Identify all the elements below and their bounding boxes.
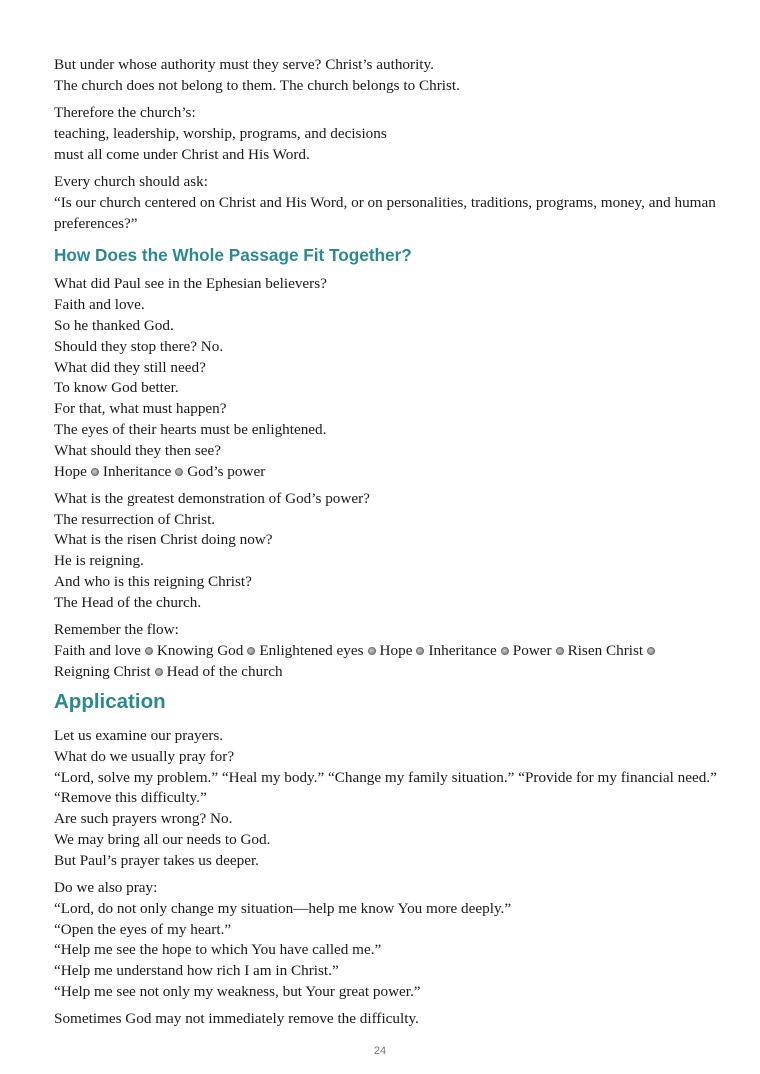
bullet-dot-icon bbox=[175, 468, 183, 476]
text-line: Faith and love. bbox=[54, 296, 145, 314]
text-line: “Help me understand how rich I am in Christ.” bbox=[54, 962, 339, 980]
bullet-dot-icon bbox=[247, 647, 255, 655]
text-line: What should they then see? bbox=[54, 441, 222, 459]
text-line: The Head of the church. bbox=[54, 593, 202, 611]
flow-item: Inheritance bbox=[428, 641, 497, 659]
flow-item: Knowing God bbox=[156, 641, 244, 659]
text-line: What is the greatest demonstration of God’s power? bbox=[54, 489, 370, 507]
bullet-dot-icon bbox=[416, 647, 424, 655]
text-line: Are such prayers wrong? No. bbox=[54, 810, 233, 828]
passage-paragraph-2 bbox=[54, 489, 720, 614]
intro-paragraph-authority bbox=[54, 55, 720, 97]
text-line: Therefore the church’s: bbox=[54, 104, 196, 122]
bullet-dot-icon bbox=[155, 668, 163, 676]
bullet-dot-icon bbox=[556, 647, 564, 655]
passage-paragraph-1 bbox=[54, 274, 720, 482]
text-line: To know God better. bbox=[54, 379, 179, 397]
application-paragraph-1 bbox=[54, 726, 720, 872]
text-line: The church does not belong to them. The church belongs to Christ. bbox=[54, 76, 460, 94]
bullet-dot-icon bbox=[91, 468, 99, 476]
text-line: “Help me see the hope to which You have called me.” bbox=[54, 941, 382, 959]
application-paragraph-2 bbox=[54, 878, 720, 1003]
text-line: What did they still need? bbox=[54, 358, 206, 376]
text-line: “Lord, do not only change my situation—help me know You more deeply.” bbox=[54, 899, 512, 917]
application-closing bbox=[54, 1009, 720, 1030]
flow-item: Head of the church bbox=[166, 662, 283, 680]
text-line: What did Paul see in the Ephesian believers? bbox=[54, 275, 327, 293]
text-line: For that, what must happen? bbox=[54, 400, 227, 418]
flow-item: Reigning Christ bbox=[54, 662, 151, 680]
passage-flow-paragraph bbox=[54, 620, 720, 682]
text-line: must all come under Christ and His Word. bbox=[54, 145, 310, 163]
text-line: He is reigning. bbox=[54, 552, 144, 570]
text-line: But Paul’s prayer takes us deeper. bbox=[54, 851, 259, 869]
text-line: “Open the eyes of my heart.” bbox=[54, 920, 232, 938]
text-line: And who is this reigning Christ? bbox=[54, 573, 252, 591]
bullet-dot-icon bbox=[647, 647, 655, 655]
section-heading-passage: How Does the Whole Passage Fit Together? bbox=[54, 245, 412, 266]
intro-paragraph-question bbox=[54, 172, 720, 234]
flow-item: Enlightened eyes bbox=[259, 641, 364, 659]
flow-item: Hope bbox=[54, 462, 87, 480]
text-line: What do we usually pray for? bbox=[54, 747, 235, 765]
text-line: The resurrection of Christ. bbox=[54, 510, 216, 528]
text-line: “Is our church centered on Christ and His Word, or on personalities, traditions, programs, money, and human preferences?” bbox=[54, 193, 716, 232]
text-line: teaching, leadership, worship, programs, and decisions bbox=[54, 124, 387, 142]
bullet-dot-icon bbox=[501, 647, 509, 655]
text-line: Do we also pray: bbox=[54, 879, 158, 897]
text-line: But under whose authority must they serve? Christ’s authority. bbox=[54, 56, 434, 73]
text-line: What is the risen Christ doing now? bbox=[54, 531, 273, 549]
short-flow-line bbox=[54, 462, 720, 483]
intro-paragraph-church bbox=[54, 103, 720, 165]
text-line: Should they stop there? No. bbox=[54, 337, 224, 355]
text-line: Every church should ask: bbox=[54, 172, 208, 190]
text-line: We may bring all our needs to God. bbox=[54, 831, 271, 848]
flow-item: Hope bbox=[379, 641, 413, 659]
bullet-dot-icon bbox=[145, 647, 153, 655]
text-line: Let us examine our prayers. bbox=[54, 727, 224, 745]
text-line: “Help me see not only my weakness, but Your great power.” bbox=[54, 983, 421, 1001]
flow-item: Power bbox=[512, 641, 552, 659]
text-line: So he thanked God. bbox=[54, 316, 174, 334]
text-line: The eyes of their hearts must be enlightened. bbox=[54, 420, 327, 438]
text-line: Remember the flow: bbox=[54, 621, 179, 639]
document-page bbox=[54, 55, 720, 1037]
page-number: 24 bbox=[373, 1045, 387, 1057]
flow-item: Inheritance bbox=[102, 462, 172, 480]
section-heading-application: Application bbox=[54, 690, 166, 714]
flow-item: God’s power bbox=[187, 462, 266, 480]
flow-line bbox=[54, 641, 720, 683]
text-line: Sometimes God may not immediately remove the difficulty. bbox=[54, 1010, 419, 1028]
flow-item: Risen Christ bbox=[567, 641, 644, 659]
bullet-dot-icon bbox=[368, 647, 376, 655]
flow-item: Faith and love bbox=[54, 641, 141, 659]
text-line: “Lord, solve my problem.” “Heal my body.” “Change my family situation.” “Provide for my financial need.” “Remove this difficulty.” bbox=[54, 768, 717, 807]
